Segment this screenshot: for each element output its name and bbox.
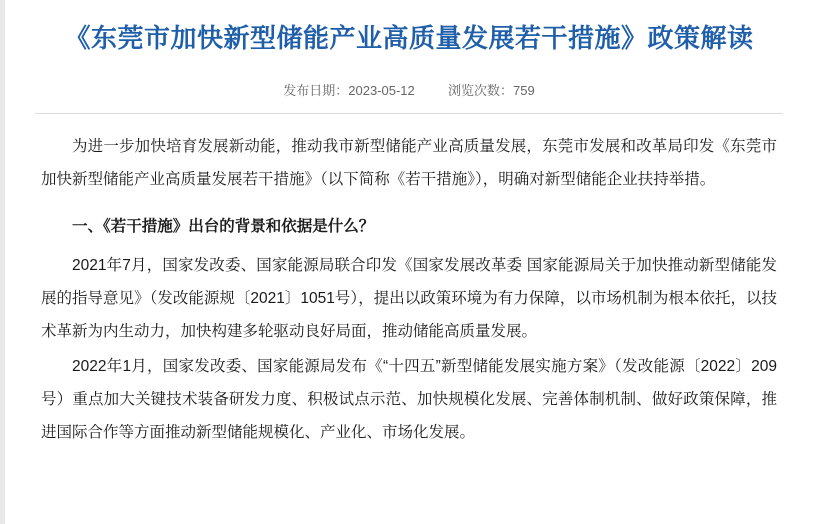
document-page — [5, 0, 813, 524]
paragraph-2022: 2022年1月，国家发改委、国家能源局发布《“十四五”新型储能发展实施方案》（发改能源〔2022〕209号）重点加大关键技术装备研发力度、积极试点示范、加快规模化发展、完善体制机制、做好政策保障，推进国际合作等方面推动新型储能规模化、产业化、市场化发展。 — [41, 358, 777, 441]
publish-date: 发布日期：2023-05-12 — [283, 83, 415, 98]
view-count: 浏览次数：759 — [448, 83, 535, 98]
paragraph-intro: 为进一步加快培育发展新动能，推动我市新型储能产业高质量发展，东莞市发展和改革局印发《东莞市加快新型储能产业高质量发展若干措施》（以下简称《若干措施》），明确对新型储能企业扶持举措。 — [41, 138, 777, 188]
page-title: 《东莞市加快新型储能产业高质量发展若干措施》政策解读 — [64, 23, 754, 53]
paragraph-2021: 2021年7月，国家发改委、国家能源局联合印发《国家发展改革委 国家能源局关于加快推动新型储能发展的指导意见》（发改能源规〔2021〕1051号），提出以政策环境为有力保障，以市场机制为根本依托，以技术革新为内生动力，加快构建多轮驱动良好局面，推动储能高质量发展。 — [41, 257, 777, 340]
header-divider — [35, 113, 783, 114]
document-meta — [27, 80, 791, 113]
document-body — [27, 130, 791, 449]
section-heading-1: 一、《若干措施》出台的背景和依据是什么？ — [72, 218, 375, 235]
